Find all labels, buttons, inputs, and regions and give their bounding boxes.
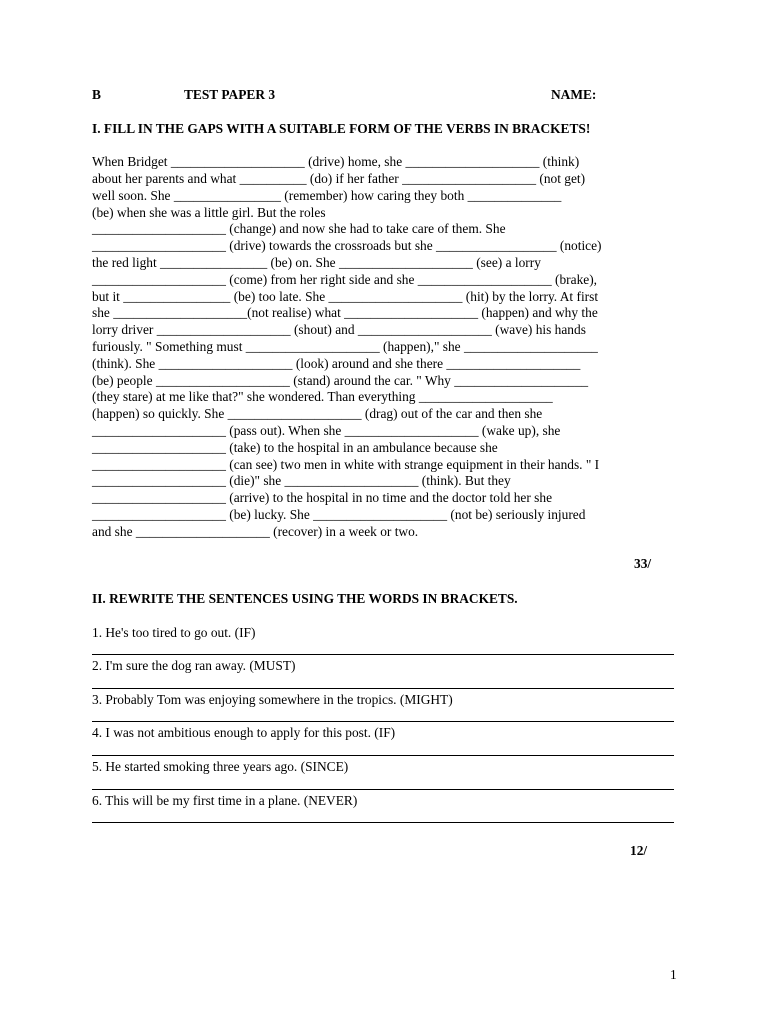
- answer-line[interactable]: [92, 789, 674, 790]
- page-number: 1: [670, 967, 677, 982]
- section1-heading: I. FILL IN THE GAPS WITH A SUITABLE FORM OF THE VERBS IN BRACKETS!: [92, 121, 591, 136]
- rewrite-item: 2. I'm sure the dog ran away. (MUST): [92, 658, 296, 673]
- section2-score: 12/: [630, 843, 648, 858]
- test-title: TEST PAPER 3: [184, 87, 276, 102]
- rewrite-item: 4. I was not ambitious enough to apply for this post. (IF): [92, 725, 396, 740]
- rewrite-item: 1. He's too tired to go out. (IF): [92, 625, 256, 640]
- text-line: and she ____________________ (recover) in a week or two.: [92, 524, 419, 539]
- text-line: (be) people ____________________ (stand) around the car. " Why ____________________: [92, 373, 589, 388]
- rewrite-item: 3. Probably Tom was enjoying somewhere in the tropics. (MIGHT): [92, 692, 453, 707]
- text-line: about her parents and what __________ (do) if her father ____________________ (not get): [92, 171, 586, 186]
- text-line: ____________________ (drive) towards the crossroads but she __________________ (notice): [92, 238, 602, 253]
- text-line: ____________________ (take) to the hospital in an ambulance because she: [92, 440, 498, 455]
- test-version: B: [92, 87, 101, 102]
- text-line: well soon. She ________________ (remember) how caring they both ______________: [92, 188, 562, 203]
- text-line: she ____________________(not realise) what ____________________ (happen) and why the: [92, 305, 598, 320]
- text-line: ____________________ (pass out). When she ____________________ (wake up), she: [92, 423, 561, 438]
- text-line: ____________________ (be) lucky. She ____________________ (not be) seriously injured: [92, 507, 586, 522]
- text-line: (think). She ____________________ (look) around and she there ____________________: [92, 356, 581, 371]
- text-line: (be) when she was a little girl. But the roles: [92, 205, 326, 220]
- text-line: (happen) so quickly. She ____________________ (drag) out of the car and then she: [92, 406, 543, 421]
- text-line: the red light ________________ (be) on. She ____________________ (see) a lorry: [92, 255, 541, 270]
- text-line: ____________________ (come) from her right side and she ____________________ (brake),: [92, 272, 598, 287]
- answer-line[interactable]: [92, 721, 674, 722]
- text-line: but it ________________ (be) too late. She ____________________ (hit) by the lorry. At first: [92, 289, 599, 304]
- section1-score: 33/: [634, 556, 652, 571]
- answer-line[interactable]: [92, 755, 674, 756]
- text-line: ____________________ (change) and now she had to take care of them. She: [92, 221, 506, 236]
- section2-heading: II. REWRITE THE SENTENCES USING THE WORDS IN BRACKETS.: [92, 591, 518, 606]
- text-line: When Bridget ____________________ (drive) home, she ____________________ (think): [92, 154, 580, 169]
- text-line: ____________________ (die)" she ____________________ (think). But they: [92, 473, 511, 488]
- name-label: NAME:: [551, 87, 597, 102]
- text-line: (they stare) at me like that?" she wondered. Than everything ____________________: [92, 389, 553, 404]
- text-line: ____________________ (can see) two men in white with strange equipment in their hands. " I: [92, 457, 600, 472]
- text-line: furiously. " Something must ____________________ (happen)," she ____________________: [92, 339, 598, 354]
- answer-line[interactable]: [92, 654, 674, 655]
- text-line: ____________________ (arrive) to the hospital in no time and the doctor told her she: [92, 490, 553, 505]
- text-line: lorry driver ____________________ (shout) and ____________________ (wave) his hands: [92, 322, 586, 337]
- answer-line[interactable]: [92, 822, 674, 823]
- rewrite-item: 5. He started smoking three years ago. (SINCE): [92, 759, 349, 774]
- answer-line[interactable]: [92, 688, 674, 689]
- rewrite-item: 6. This will be my first time in a plane. (NEVER): [92, 793, 358, 808]
